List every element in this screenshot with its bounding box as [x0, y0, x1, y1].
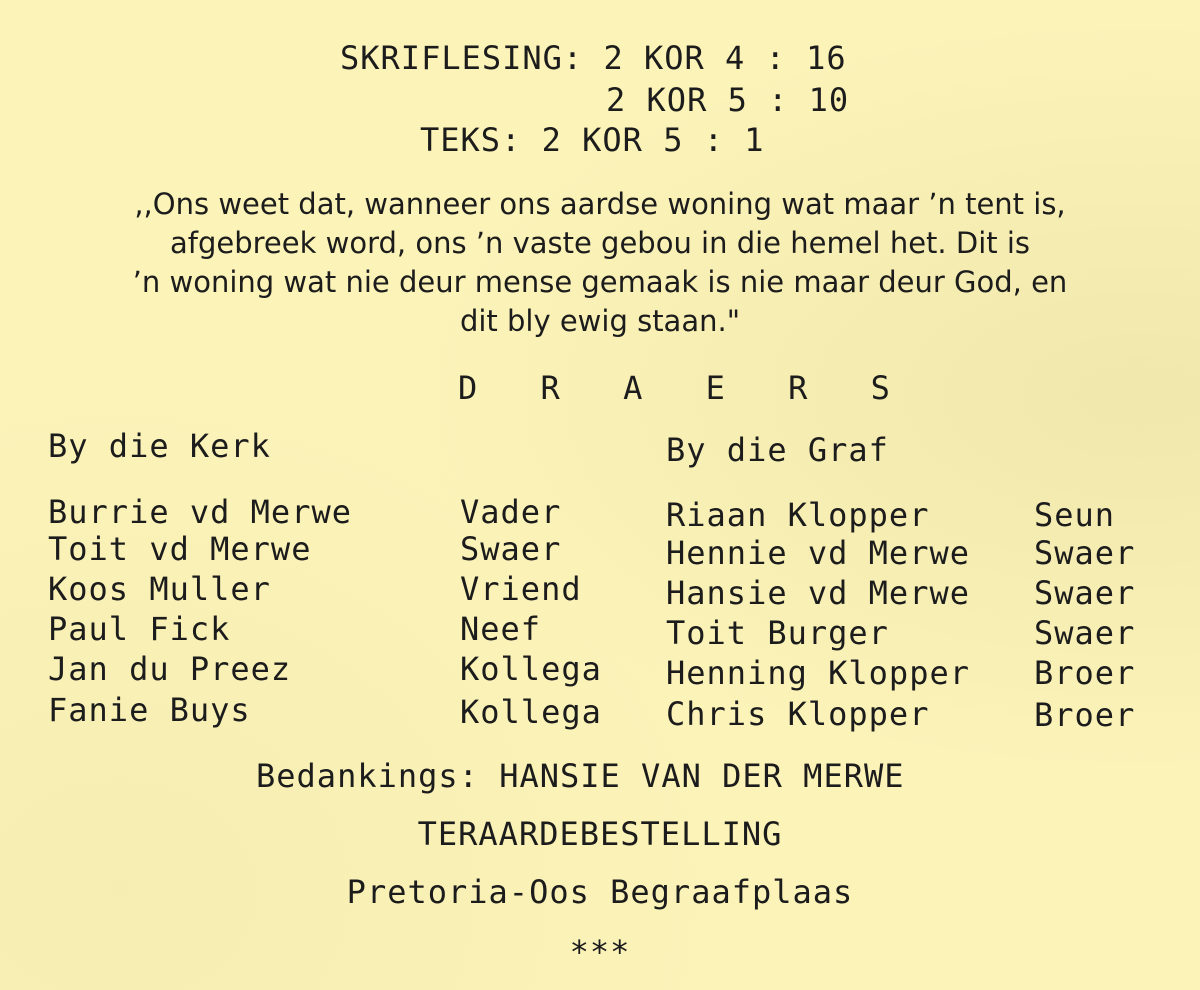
- grave-bearer-relation: Swaer: [1034, 574, 1136, 612]
- grave-bearer-name: Riaan Klopper: [666, 496, 930, 534]
- quote-line: afgebreek word, ons ’n vaste gebou in die hemel het. Dit is: [169, 226, 1031, 260]
- grave-bearer-name: Chris Klopper: [666, 695, 930, 733]
- church-bearer-relation: Vader: [460, 493, 562, 531]
- church-bearer-relation: Neef: [460, 610, 542, 648]
- quote-line: dit bly ewig staan.": [459, 304, 741, 338]
- grave-bearer-relation: Swaer: [1034, 534, 1136, 572]
- church-bearer-name: Toit vd Merwe: [48, 530, 312, 568]
- sermon-text-reference: TEKS: 2 KOR 5 : 1: [420, 121, 765, 159]
- grave-bearer-relation: Swaer: [1034, 614, 1136, 652]
- bearers-heading: D R A E R S: [458, 369, 912, 407]
- grave-bearer-name: Hansie vd Merwe: [666, 574, 970, 612]
- quote-line: ’n woning wat nie deur mense gemaak is nie maar deur God, en: [132, 265, 1068, 299]
- church-bearer-relation: Kollega: [460, 693, 602, 731]
- cemetery-name: Pretoria-Oos Begraafplaas: [346, 873, 854, 911]
- grave-bearers-heading: By die Graf: [666, 431, 889, 469]
- church-bearer-relation: Kollega: [460, 650, 602, 688]
- grave-bearer-name: Henning Klopper: [666, 654, 970, 692]
- church-bearer-name: Koos Muller: [48, 570, 271, 608]
- quote-line: ,,Ons weet dat, wanneer ons aardse woning wat maar ’n tent is,: [134, 187, 1066, 221]
- grave-bearer-name: Hennie vd Merwe: [666, 534, 970, 572]
- burial-heading: TERAARDEBESTELLING: [417, 815, 783, 853]
- scripture-reading-line-2: 2 KOR 5 : 10: [606, 81, 850, 119]
- end-mark: ***: [569, 933, 631, 971]
- church-bearer-name: Burrie vd Merwe: [48, 493, 352, 531]
- church-bearer-relation: Swaer: [460, 530, 562, 568]
- church-bearer-relation: Vriend: [460, 570, 582, 608]
- church-bearers-heading: By die Kerk: [48, 427, 271, 465]
- scripture-reading-line-1: SKRIFLESING: 2 KOR 4 : 16: [340, 39, 847, 77]
- grave-bearer-name: Toit Burger: [666, 614, 889, 652]
- church-bearer-name: Jan du Preez: [48, 650, 292, 688]
- grave-bearer-relation: Broer: [1034, 654, 1136, 692]
- grave-bearer-relation: Seun: [1034, 496, 1116, 534]
- church-bearer-name: Fanie Buys: [48, 691, 251, 729]
- church-bearer-name: Paul Fick: [48, 610, 231, 648]
- grave-bearer-relation: Broer: [1034, 696, 1136, 734]
- acknowledgements: Bedankings: HANSIE VAN DER MERWE: [256, 757, 905, 795]
